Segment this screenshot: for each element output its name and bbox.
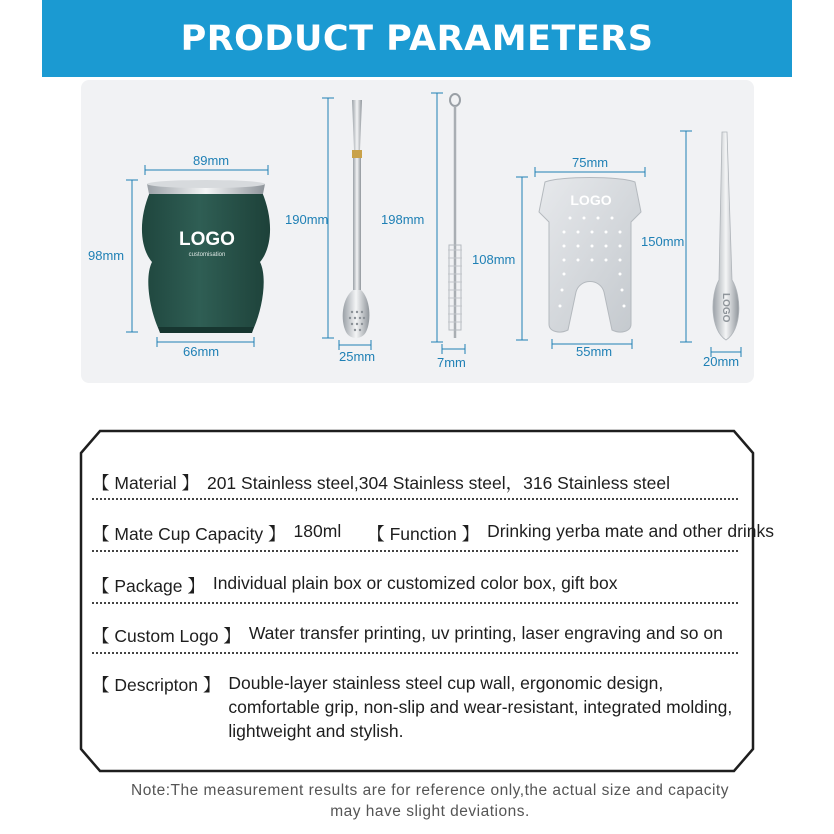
brush-image [448,94,462,338]
spec-label: 【 Package 】 [92,576,205,596]
dim-straw-length: 190mm [285,212,329,227]
spec-description-text [228,671,732,743]
spec-value-line: comfortable grip, non-slip and wear-resistant, integrated molding, [228,697,733,717]
spec-value: 180ml [293,521,342,541]
divider [92,550,738,552]
dim-cup-height: 98mm [88,248,125,263]
spec-row-capacity-function [92,521,775,546]
dim-plate-bottom: 55mm [576,344,613,359]
spec-row-package [92,573,738,598]
spec-row-description [92,672,738,743]
brush-dimension-lines [431,93,465,354]
spec-label: 【 Material 】 [92,473,199,493]
dim-cup-width: 89mm [193,153,230,168]
mate-cup-image [142,180,270,333]
note-line: Note:The measurement results are for reference only,the actual size and capacity [131,782,729,799]
dim-plate-height: 108mm [472,252,516,267]
page-title: PRODUCT PARAMETERS [180,18,654,59]
cup-logo-subtitle: customisation [188,252,226,258]
dim-straw-head: 25mm [339,349,376,364]
spec-row-custom-logo [92,623,738,648]
dim-brush-length: 198mm [381,212,425,227]
note-line: may have slight deviations. [330,803,530,820]
divider [92,652,738,654]
spec-value: Individual plain box or customized color box, gift box [212,573,618,593]
spec-value-line: lightweight and stylish. [228,721,404,741]
divider [92,498,738,500]
dim-spoon-width: 20mm [703,354,740,369]
plate-image [539,178,641,333]
dim-plate-width: 75mm [572,155,609,170]
cup-logo: LOGO [179,229,235,250]
spec-value-line: Double-layer stainless steel cup wall, ergonomic design, [228,673,664,693]
spec-value: Drinking yerba mate and other drinks [487,521,775,541]
plate-logo: LOGO [570,192,612,208]
spec-row-material [92,470,738,495]
spec-label: 【 Mate Cup Capacity 】 [92,524,286,544]
spec-label: 【 Function 】 [367,524,480,544]
spec-value: Water transfer printing, uv printing, laser engraving and so on [248,623,723,643]
dim-spoon-length: 150mm [641,234,685,249]
divider [92,602,738,604]
spec-label: 【 Descripton 】 [92,675,221,695]
spec-value: 201 Stainless steel,304 Stainless steel，316 Stainless steel [206,473,671,493]
straw-image [343,100,370,338]
product-illustration [0,0,834,400]
measurement-note [90,780,770,822]
spec-label: 【 Custom Logo 】 [92,626,241,646]
dim-cup-bottom: 66mm [183,344,220,359]
spoon-image [713,132,739,340]
dim-brush-width: 7mm [437,355,466,370]
spoon-logo: LOGO [720,293,731,323]
